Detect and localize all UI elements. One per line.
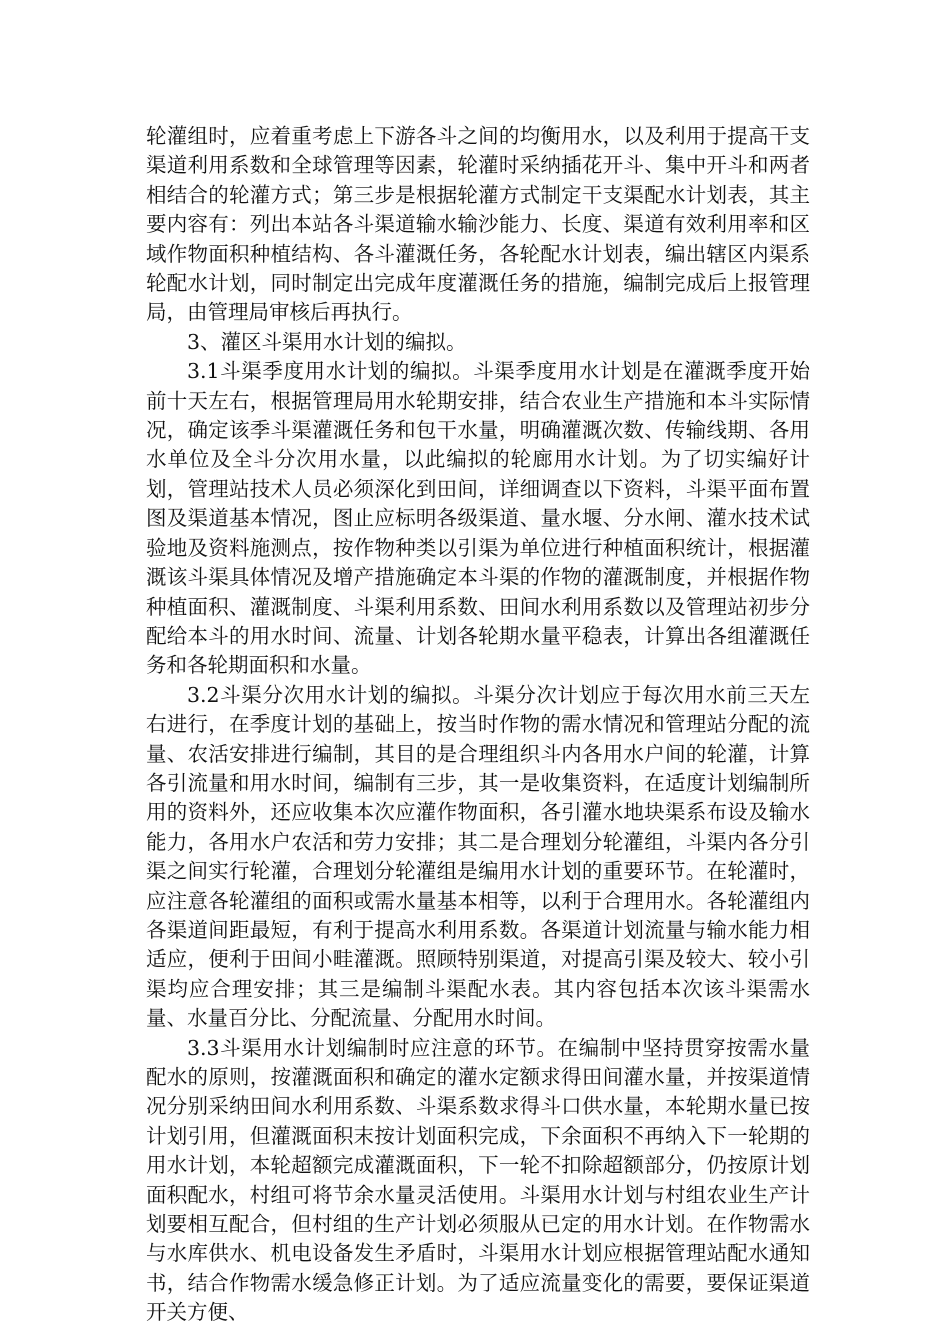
paragraph-3-2: 3.2斗渠分次用水计划的编拟。斗渠分次计划应于每次用水前三天左右进行，在季度计划的基础上，按当时作物的需水情况和管理站分配的流量、农活安排进行编制，其目的是合理组织斗内各用水户间的轮灌，计算各引流量和用水时间，编制有三步，其一是收集资料，在适度计划编制所用的资料外，还应收集本次应灌作物面积，各引灌水地块渠系布设及输水能力，各用水户农活和劳力安排；其二是合理划分轮灌组，斗渠内各分引渠之间实行轮灌，合理划分轮灌组是编用水计划的重要环节。在轮灌时，应注意各轮灌组的面积或需水量基本相等，以利于合理用水。各轮灌组内各渠道间距最短，有利于提高水利用系数。各渠道计划流量与输水能力相适应，便利于田间小畦灌溉。照顾特别渠道，对提高引渠及较大、较小引渠均应合理安排；其三是编制斗渠配水表。其内容包括本次该斗渠需水量、水量百分比、分配流量、分配用水时间。 bbox=[146, 682, 810, 1031]
paragraph-3-1: 3.1斗渠季度用水计划的编拟。斗渠季度用水计划是在灌溉季度开始前十天左右，根据管理局用水轮期安排，结合农业生产措施和本斗实际情况，确定该季斗渠灌溉任务和包干水量，明确灌溉次数、传输线期、各用水单位及全斗分次用水量，以此编拟的轮廊用水计划。为了切实编好计划，管理站技术人员必须深化到田间，详细调查以下资料，斗渠平面布置图及渠道基本情况，图止应标明各级渠道、量水堰、分水闸、灌水技术试验地及资料施测点，按作物种类以引渠为单位进行种植面积统计，根据灌溉该斗渠具体情况及增产措施确定本斗渠的作物的灌溉制度，并根据作物种植面积、灌溉制度、斗渠利用系数、田间水利用系数以及管理站初步分配给本斗的用水时间、流量、计划各轮期水量平稳表，计算出各组灌溉任务和各轮期面积和水量。 bbox=[146, 359, 810, 678]
document-page bbox=[146, 122, 810, 1328]
paragraph-3-3: 3.3斗渠用水计划编制时应注意的环节。在编制中坚持贯穿按需水量配水的原则，按灌溉面积和确定的灌水定额求得田间灌水量，并按渠道情况分别采纳田间水利用系数、斗渠系数求得斗口供水量，本轮期水量已按计划引用，但灌溉面积末按计划面积完成，下余面积不再纳入下一轮期的用水计划，本轮超额完成灌溉面积，下一轮不扣除超额部分，仍按原计划面积配水，村组可将节余水量灵活使用。斗渠用水计划与村组农业生产计划要相互配合，但村组的生产计划必须服从已定的用水计划。在作物需水与水库供水、机电设备发生矛盾时，斗渠用水计划应根据管理站配水通知书，结合作物需水缓急修正计划。为了适应流量变化的需要，要保证渠道开关方便、 bbox=[146, 1035, 810, 1325]
section-heading-3: 3、灌区斗渠用水计划的编拟。 bbox=[187, 329, 467, 354]
paragraph-rotation-group-continuation: 轮灌组时，应着重考虑上下游各斗之间的均衡用水，以及利用于提高干支渠道利用系数和全球管理等因素，轮灌时采纳插花开斗、集中开斗和两者相结合的轮灌方式；第三步是根据轮灌方式制定干支渠配水计划表，其主要内容有：列出本站各斗渠道输水输沙能力、长度、渠道有效利用率和区域作物面积种植结构、各斗灌溉任务，各轮配水计划表，编出辖区内渠系轮配水计划，同时制定出完成年度灌溉任务的措施，编制完成后上报管理局，由管理局审核后再执行。 bbox=[146, 124, 810, 325]
